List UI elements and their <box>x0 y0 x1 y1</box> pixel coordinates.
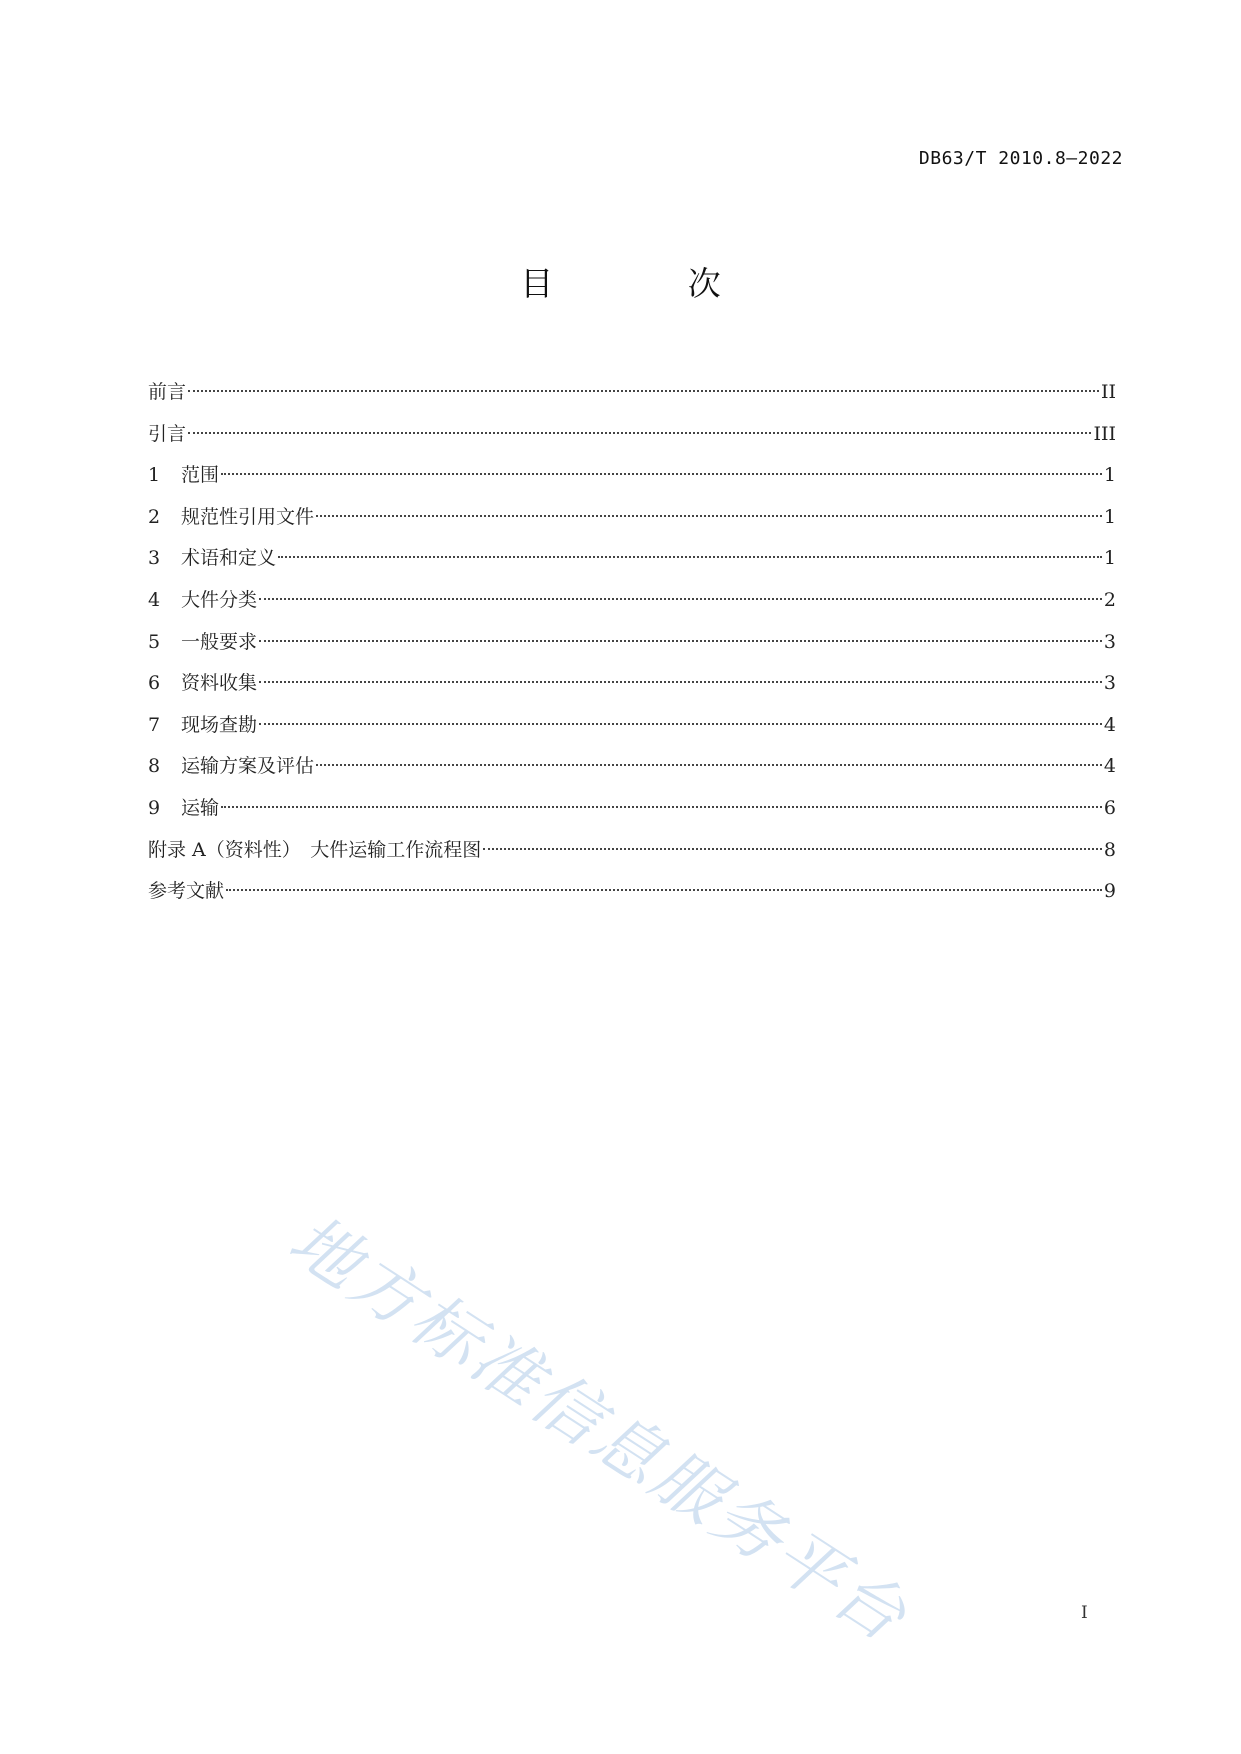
toc-entry[interactable] <box>148 538 1116 580</box>
watermark: 地方标准信息服务平台 <box>275 1200 923 1659</box>
table-of-contents <box>148 372 1116 913</box>
toc-entry-number: 8 <box>148 755 161 778</box>
toc-entry-number: 9 <box>148 796 161 819</box>
toc-entry[interactable] <box>148 497 1116 539</box>
toc-leader-dots <box>188 390 1099 392</box>
toc-entry-label: 前言 <box>148 381 187 403</box>
toc-entry-label: 引言 <box>148 422 187 445</box>
toc-leader-dots <box>259 598 1102 600</box>
toc-entry-page: 6 <box>1103 796 1116 819</box>
toc-entry-number: 6 <box>148 672 161 695</box>
toc-entry-label: 附录 A（资料性） 大件运输工作流程图 <box>148 838 482 861</box>
toc-entry[interactable] <box>148 746 1116 788</box>
toc-entry[interactable] <box>148 622 1116 664</box>
toc-entry-number: 7 <box>148 713 161 736</box>
toc-leader-dots <box>221 473 1102 475</box>
toc-entry[interactable] <box>148 455 1116 497</box>
toc-entry-number: 4 <box>148 588 161 611</box>
toc-entry-page: 3 <box>1103 672 1116 695</box>
toc-entry[interactable] <box>148 788 1116 830</box>
toc-leader-dots <box>259 723 1102 725</box>
toc-entry[interactable] <box>148 830 1116 872</box>
toc-entry-page: III <box>1093 422 1116 445</box>
toc-entry-label: 一般要求 <box>181 630 258 653</box>
toc-leader-dots <box>483 848 1102 850</box>
toc-entry-label: 参考文献 <box>148 880 225 903</box>
toc-entry-page: 4 <box>1103 713 1116 736</box>
toc-entry[interactable] <box>148 372 1116 414</box>
toc-entry-label: 资料收集 <box>181 672 258 695</box>
toc-entry-page: 3 <box>1103 630 1116 653</box>
toc-entry[interactable] <box>148 580 1116 622</box>
toc-entry[interactable] <box>148 663 1116 705</box>
toc-leader-dots <box>221 806 1102 808</box>
toc-entry-label: 现场查勘 <box>181 713 258 736</box>
toc-leader-dots <box>316 515 1102 517</box>
toc-entry[interactable] <box>148 871 1116 913</box>
toc-leader-dots <box>259 681 1102 683</box>
toc-entry[interactable] <box>148 414 1116 456</box>
toc-entry-page: 1 <box>1103 505 1116 528</box>
toc-entry-page: 1 <box>1103 547 1116 570</box>
document-code: DB63/T 2010.8—2022 <box>918 148 1123 169</box>
toc-leader-dots <box>226 889 1102 891</box>
toc-entry-page: II <box>1100 381 1116 403</box>
toc-entry-label: 规范性引用文件 <box>181 505 315 528</box>
toc-entry-label: 术语和定义 <box>181 547 277 570</box>
toc-leader-dots <box>316 764 1102 766</box>
toc-entry[interactable] <box>148 705 1116 747</box>
toc-entry-page: 8 <box>1103 838 1116 861</box>
page-number: I <box>1081 1603 1088 1623</box>
toc-entry-number: 3 <box>148 547 161 570</box>
toc-entry-label: 范围 <box>181 464 220 487</box>
toc-entry-number: 5 <box>148 630 161 653</box>
page-title: 目 次 <box>520 264 783 303</box>
toc-leader-dots <box>259 640 1102 642</box>
toc-entry-page: 1 <box>1103 464 1116 487</box>
toc-entry-label: 运输 <box>181 796 220 819</box>
toc-entry-label: 大件分类 <box>181 588 258 611</box>
toc-entry-page: 2 <box>1103 588 1116 611</box>
toc-leader-dots <box>278 556 1102 558</box>
toc-entry-number: 2 <box>148 505 161 528</box>
toc-entry-page: 4 <box>1103 755 1116 778</box>
toc-leader-dots <box>188 432 1091 434</box>
toc-entry-label: 运输方案及评估 <box>181 755 315 778</box>
toc-entry-page: 9 <box>1103 880 1116 903</box>
toc-entry-number: 1 <box>148 464 161 487</box>
